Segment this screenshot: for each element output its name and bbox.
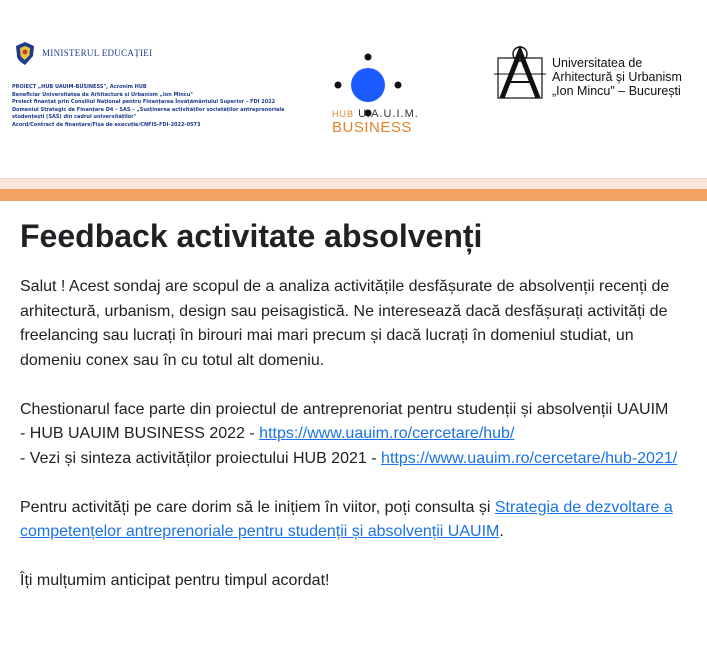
project-paragraph: Chestionarul face parte din proiectul de antreprenoriat pentru studenții și absolvenții UAUIM [20,400,669,418]
university-name-line: Universitatea de [552,56,643,70]
form-title: Feedback activitate absolvenți [20,218,483,254]
banner-divider [0,178,707,189]
hub-business-label: BUSINESS [332,119,412,136]
university-name-line: „Ion Mincu" – București [552,84,681,98]
project-info-line: Proiect finanțat prin Consiliul Național pentru Finanțarea Învățământului Superior – FDI 2022 [12,99,276,106]
hub-2021-link[interactable]: https://www.uauim.ro/cercetare/hub-2021/ [381,449,678,467]
intro-paragraph: Salut ! Acest sondaj are scopul de a analiza activitățile desfășurate de absolvenții recenți de arhitectură, urbanism, design sau peisagistică. Ne interesează dacă desfășurați activități de freelancing sau lucrați în birouri mai mari precum și dacă lucrați în domeniul studiat, un domeniu conex sau în cu totul alt domeniu. [20,278,670,369]
hub-2022-link[interactable]: https://www.uauim.ro/cercetare/hub/ [259,425,515,442]
university-name-line: Arhitectură și Urbanism [552,70,682,84]
hub-uauim-label: U.A.U.I.M. [358,108,419,120]
project-info [12,84,285,130]
project-info-line: Domeniul Strategic de Finanțare D4 – SAS – „Susținerea activităților societăților antreprenoriale [12,106,285,113]
hub-2021-line: - Vezi și sinteza activităților proiectului HUB 2021 - https://www.uauim.ro/cercetare/hub-2021/ [20,449,678,467]
form-accent-bar [0,189,707,201]
hub-label: HUB [332,109,355,119]
university-name [552,56,682,98]
project-info-line: PROIECT „HUB UAUIM-BUSINESS", Acronim HUB [12,84,147,90]
ministry-header [12,40,212,66]
strategy-paragraph: Pentru activități pe care dorim să le inițiem în viitor, poți consulta și Strategia de dezvoltare a competențelor antreprenoriale pentru studenții și absolvenții UAUIM. [20,498,673,540]
university-emblem-icon [492,44,548,100]
hub-2022-line: - HUB UAUIM BUSINESS 2022 - https://www.uauim.ro/cercetare/hub/ [20,425,515,442]
project-info-line: Beneficiar Universitatea de Arhitectură și Urbanism „Ion Mincu" [12,91,193,98]
strategy-link[interactable]: Strategia de dezvoltare a competențelor antreprenoriale pentru studenții și absolvenții UAUIM [20,498,673,540]
project-info-line: studențești (SAS) din cadrul universităților" [12,114,137,121]
header-banner [0,0,707,178]
ministry-name: MINISTERUL EDUCAȚIEI [42,48,153,58]
project-info-line: Acord/Contract de finanțare/Fișa de execuție/CNFIS-FDI-2022-0573 [12,121,201,128]
hub-wordmark [332,108,419,136]
ministry-block [12,40,285,130]
thanks-paragraph: Îți mulțumim anticipat pentru timpul acordat! [20,572,330,589]
coat-of-arms-icon [12,40,38,66]
form-description [20,275,680,594]
